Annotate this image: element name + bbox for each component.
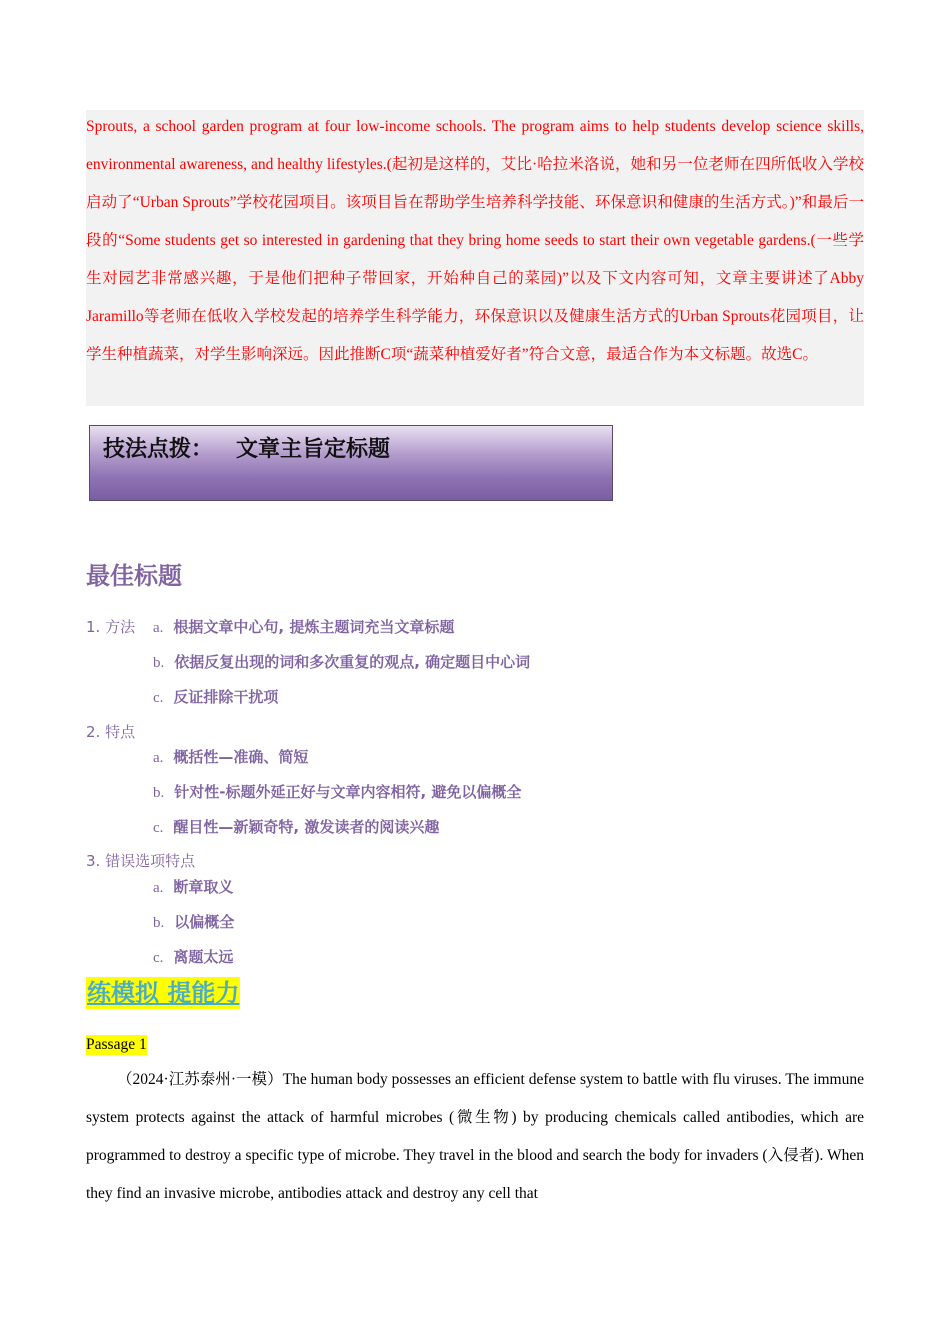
outline-item: c. 反证排除干扰项 <box>153 688 279 706</box>
outline-item: b. 依据反复出现的词和多次重复的观点, 确定题目中心词 <box>153 653 531 671</box>
outline-group-header: 3. 错误选项特点 <box>86 852 196 870</box>
outline-item: b. 针对性-标题外延正好与文章内容相符, 避免以偏概全 <box>153 783 522 801</box>
tip-label: 技法点拨： <box>103 437 214 462</box>
best-title-heading: 最佳标题 <box>86 562 182 590</box>
outline-item: a. 概括性—准确、简短 <box>153 748 309 766</box>
outline-item: c. 醒目性—新颖奇特, 激发读者的阅读兴趣 <box>153 818 440 836</box>
passage-body: （2024·江苏泰州·一模）The human body possesses an efficient defense system to battle with flu viruses. The immune system protects against the attack of harmful microbes (微生物) by producing chemicals called antibodies, which are programmed to destroy a specific type of microbe. They travel in the blood and search the body for invaders (入侵者). When they find an invasive microbe, antibodies attack and destroy any cell that <box>86 1071 864 1202</box>
answer-explanation-text: Sprouts, a school garden program at four low-income schools. The program aims to help students develop science skills, environmental awareness, and healthy lifestyles.(起初是这样的，艾比·哈拉米洛说，她和另一位老师在四所低收入学校启动了“Urban Sprouts”学校花园项目。该项目旨在帮助学生培养科学技能、环保意识和健康的生活方式。)”和最后一段的“Some students get so interested in gardening that they bring home seeds to start their own vegetable gardens.(一些学生对园艺非常感兴趣，于是他们把种子带回家，开始种自己的菜园)”以及下文内容可知，文章主要讲述了Abby Jaramillo等老师在低收入学校发起的培养学生科学能力，环保意识以及健康生活方式的Urban Sprouts花园项目，让学生种植蔬菜，对学生影响深远。因此推断C项“蔬菜种植爱好者”符合文意，最适合作为本文标题。故选C。 <box>86 118 864 363</box>
outline-item: b. 以偏概全 <box>153 913 235 931</box>
practice-heading: 练模拟 提能力 <box>87 979 240 1007</box>
passage-label: Passage 1 <box>86 1036 147 1053</box>
outline-group-header: 1. 方法 <box>86 618 136 636</box>
tip-title: 文章主旨定标题 <box>236 437 391 462</box>
technique-tip-banner <box>89 425 613 501</box>
outline-item: c. 离题太远 <box>153 948 234 966</box>
outline-group-header: 2. 特点 <box>86 723 136 741</box>
outline-item: a. 根据文章中心句, 提炼主题词充当文章标题 <box>153 618 455 636</box>
technique-tip-text <box>103 432 390 463</box>
outline-item: a. 断章取义 <box>153 878 234 896</box>
